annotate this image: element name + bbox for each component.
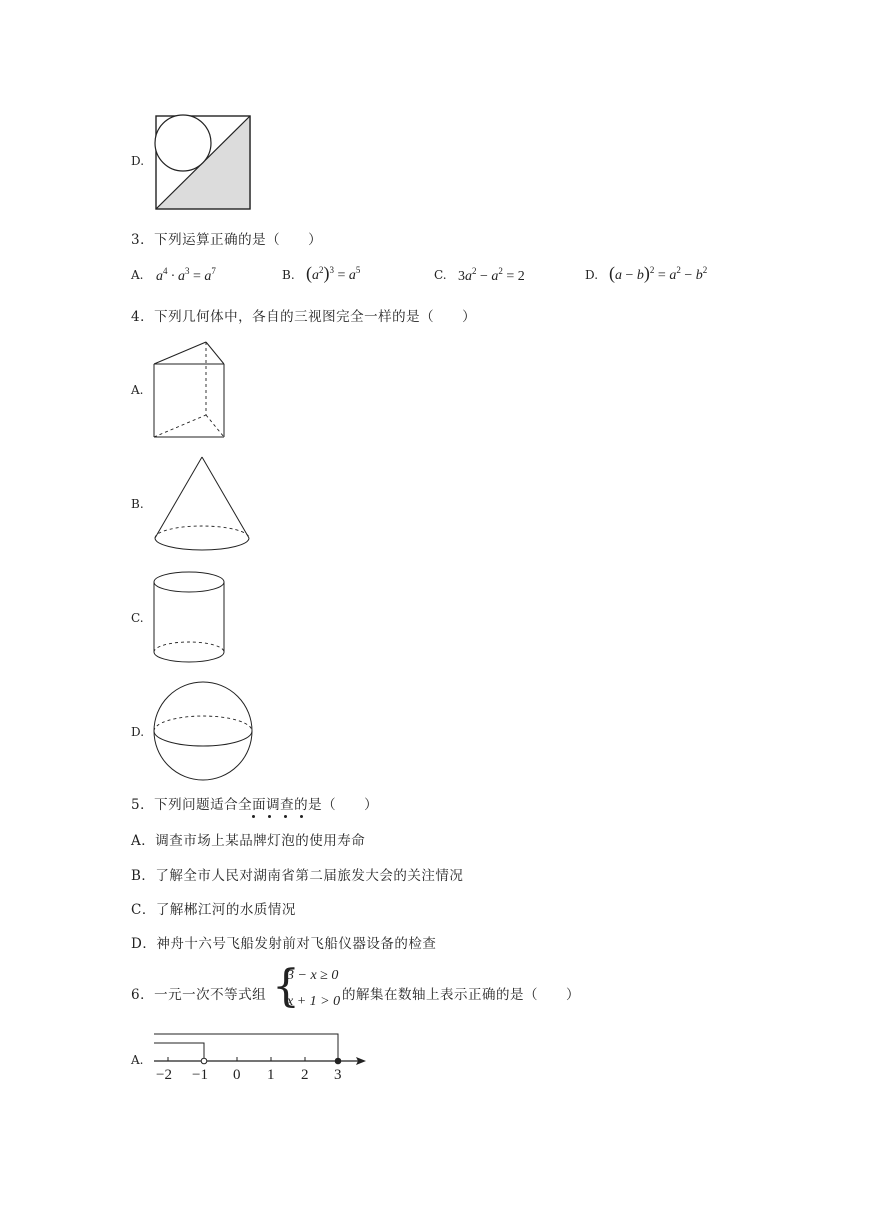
tick-label: 3 — [334, 1067, 342, 1083]
q5-option-d: D．神舟十六号飞船发射前对飞船仪器设备的检查 — [131, 936, 437, 952]
q4-option-b-label: B. — [131, 497, 144, 511]
q3-stem: 3．下列运算正确的是（ ） — [131, 232, 323, 248]
square-circle-figure — [155, 115, 251, 211]
q4-option-a-label: A. — [131, 383, 144, 397]
tick-label: −2 — [156, 1067, 172, 1083]
tick-label: −1 — [192, 1067, 208, 1083]
number-line-figure — [150, 1030, 372, 1070]
q6-stem-suffix: 的解集在数轴上表示正确的是（ ） — [342, 987, 580, 1003]
q3-option-b-math: $(a^2)^3 = a^5$ — [306, 263, 361, 283]
triangular-prism-figure — [152, 340, 227, 440]
emphasis-dot — [268, 815, 271, 818]
emphasis-dot — [252, 815, 255, 818]
q5-option-b: B．了解全市人民对湖南省第二届旅发大会的关注情况 — [131, 868, 464, 884]
q4-option-d-label: D. — [131, 725, 145, 739]
tick-label: 0 — [233, 1067, 241, 1083]
q4-option-c-label: C. — [131, 611, 144, 625]
q6-stem-prefix: 6．一元一次不等式组 — [131, 987, 267, 1003]
q3-option-a-math: $a^4 \cdot a^3 = a^7$ — [156, 266, 216, 284]
q6-option-a-label: A. — [131, 1053, 144, 1067]
q5-option-a: A．调查市场上某品牌灯泡的使用寿命 — [131, 833, 366, 849]
q3-option-c-math: $3a^2 - a^2 = 2$ — [458, 266, 525, 284]
system-brace: { — [272, 961, 300, 1012]
tick-label: 2 — [301, 1067, 309, 1083]
q3-option-b-label: B. — [282, 268, 295, 282]
sphere-figure — [152, 680, 254, 782]
q3-option-a-label: A. — [131, 268, 144, 282]
q4-stem: 4．下列几何体中，各自的三视图完全一样的是（ ） — [131, 309, 477, 325]
q2-option-d-label: D. — [131, 154, 145, 168]
q3-option-d-math: $(a - b)^2 = a^2 - b^2$ — [609, 263, 708, 283]
emphasis-dot — [284, 815, 287, 818]
q5-option-c: C．了解郴江河的水质情况 — [131, 902, 296, 918]
q3-option-d-label: D. — [585, 268, 599, 282]
emphasis-dot — [300, 815, 303, 818]
tick-label: 1 — [267, 1067, 275, 1083]
q6-inequality-1: 3 − x ≥ 0 — [287, 968, 339, 983]
cylinder-figure — [152, 570, 228, 666]
q5-stem: 5．下列问题适合全面调查的是（ ） — [131, 797, 379, 813]
q6-inequality-2: x + 1 > 0 — [287, 994, 341, 1009]
cone-figure — [152, 455, 252, 555]
q3-option-c-label: C. — [434, 268, 447, 282]
